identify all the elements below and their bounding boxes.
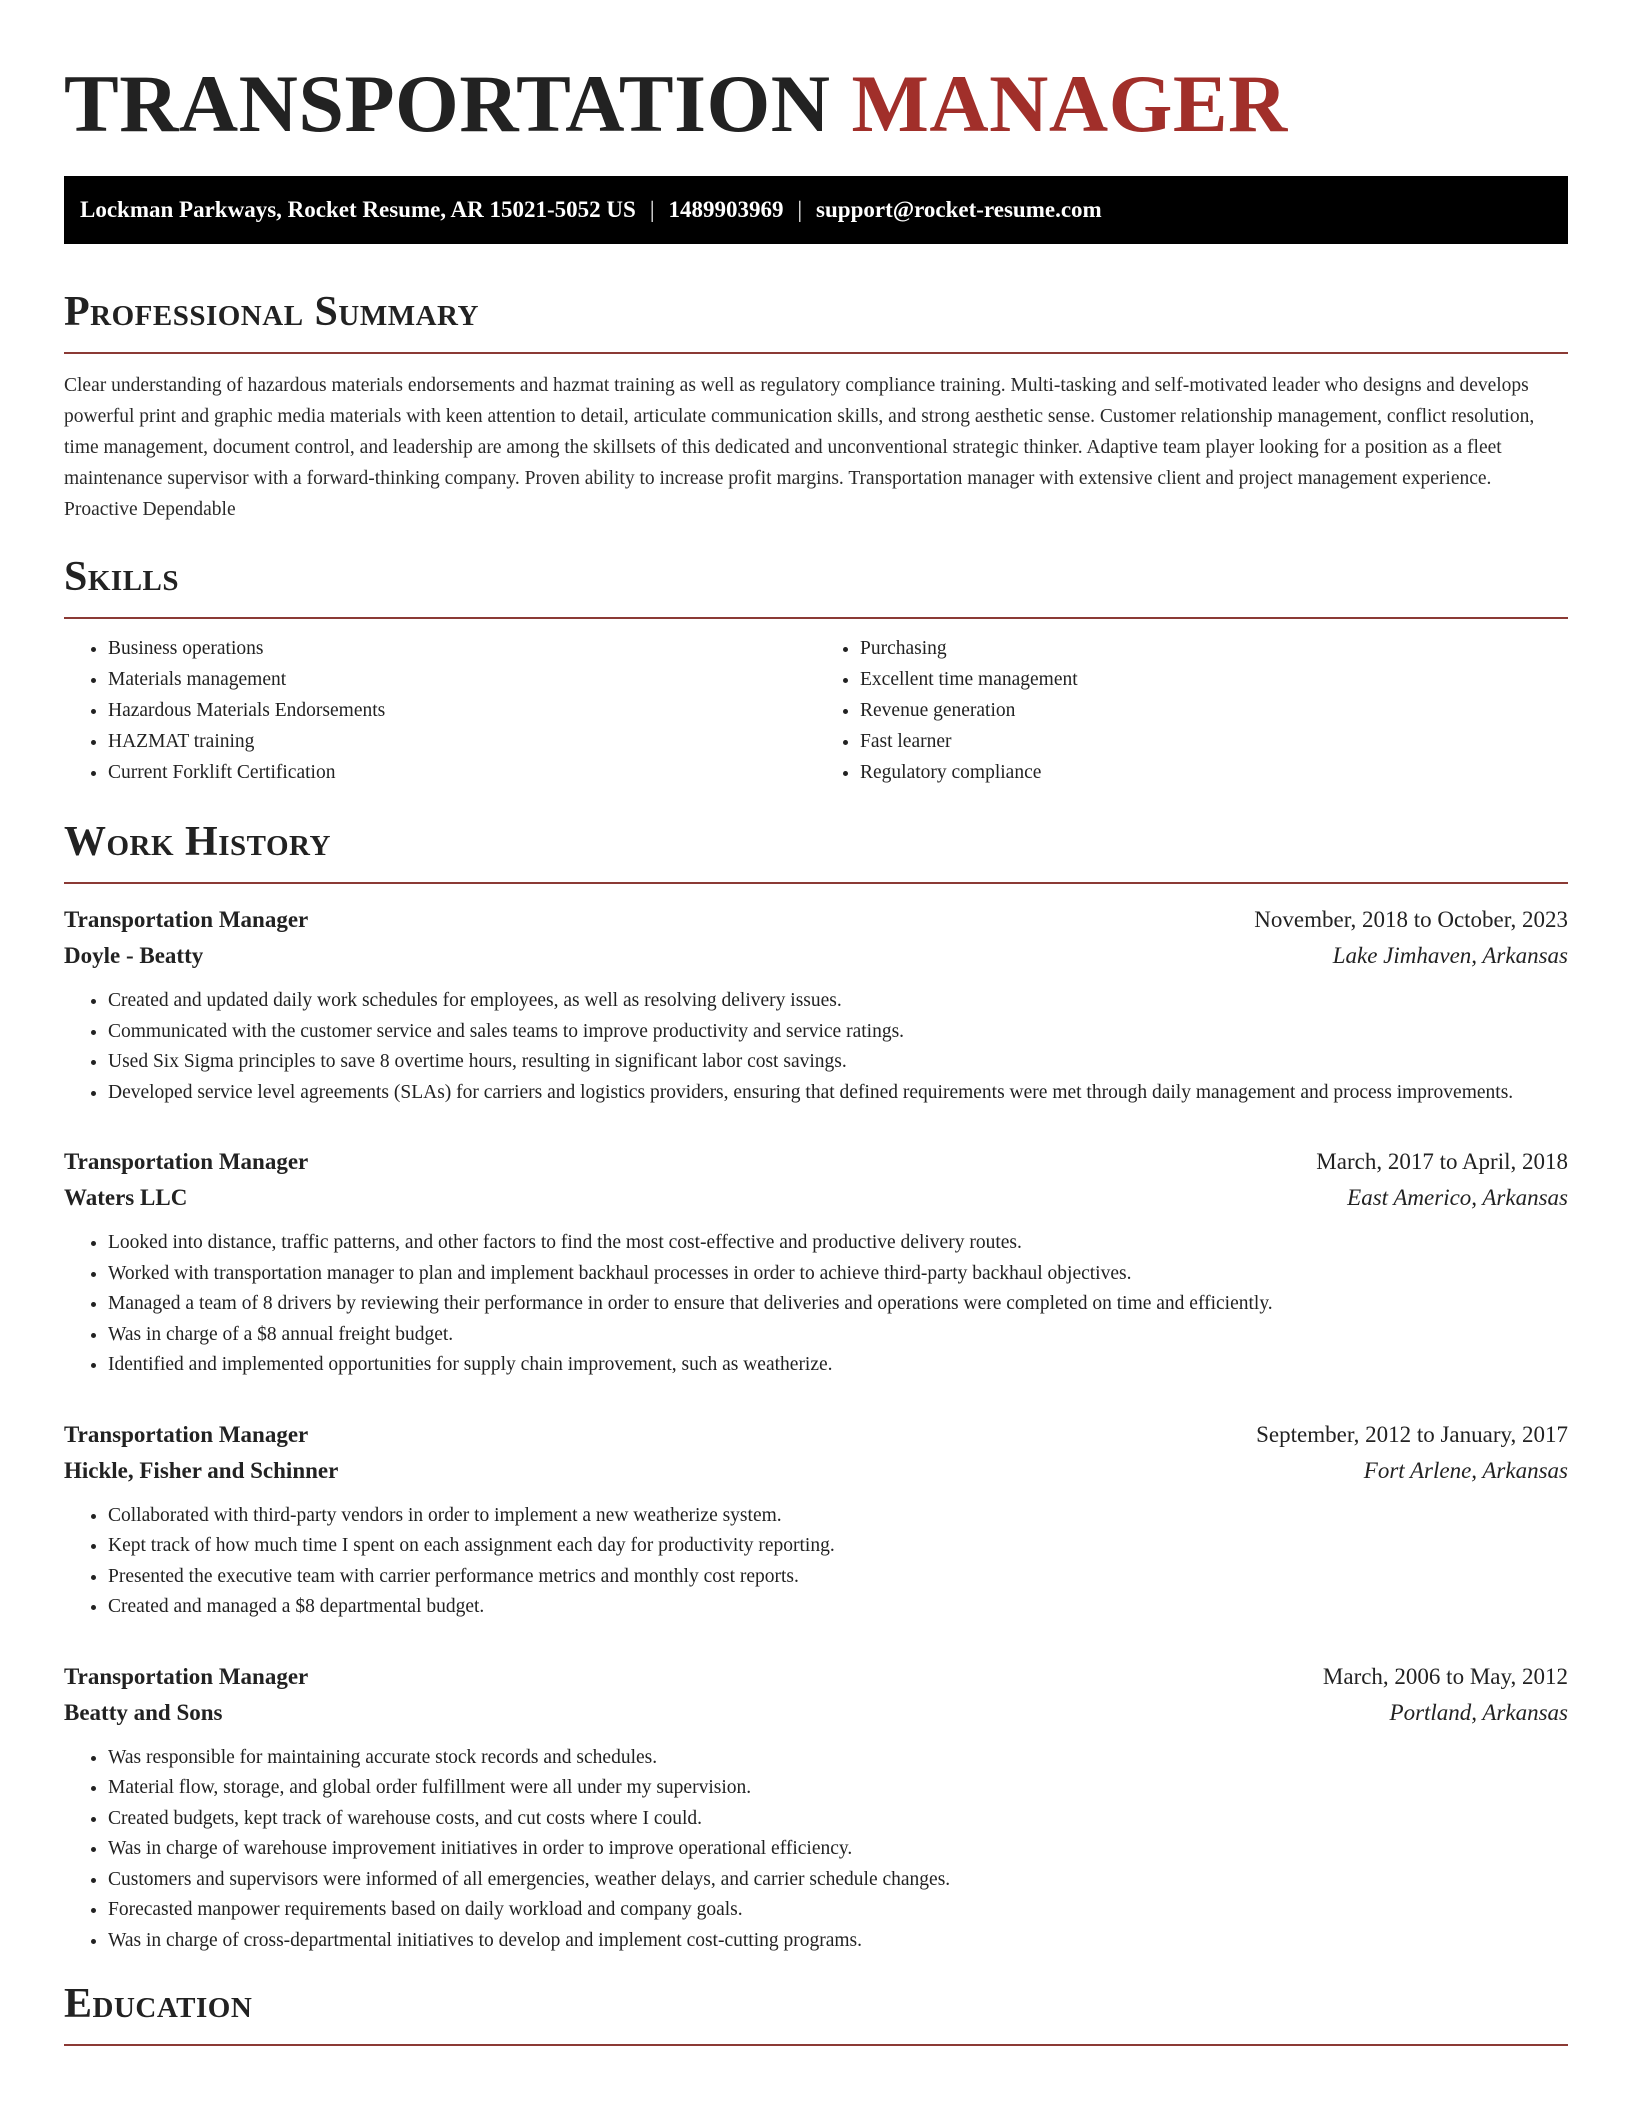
job-bullet: • Kept track of how much time I spent on each assignment each day for productivity reporting. bbox=[108, 1531, 1568, 1562]
job-bullet: • Created budgets, kept track of warehouse costs, and cut costs where I could. bbox=[108, 1804, 1568, 1835]
resume-name bbox=[64, 0, 1568, 176]
job-title: Transportation Manager bbox=[64, 1421, 309, 1447]
name-accent: MANAGER bbox=[851, 58, 1288, 149]
job-bullet: • Created and updated daily work schedules for employees, as well as resolving delivery issues. bbox=[108, 986, 1568, 1017]
summary-heading: Professional Summary bbox=[64, 289, 479, 335]
job-company: Doyle - Beatty bbox=[64, 943, 204, 968]
skill-item: • Revenue generation bbox=[860, 695, 1568, 726]
job-bullet: • Customers and supervisors were informed of all emergencies, weather delays, and carrier schedule changes. bbox=[108, 1865, 1568, 1896]
job-bullet: • Was in charge of a $8 annual freight budget. bbox=[108, 1320, 1568, 1351]
job-header-row bbox=[64, 1659, 1568, 1695]
job-entry bbox=[64, 1144, 1568, 1381]
skills-list-left bbox=[64, 633, 816, 788]
job-bullet: • Material flow, storage, and global order fulfillment were all under my supervision. bbox=[108, 1773, 1568, 1804]
job-dates: November, 2018 to October, 2023 bbox=[1254, 907, 1568, 932]
section-divider bbox=[64, 882, 1568, 884]
skill-item: • Current Forklift Certification bbox=[108, 757, 816, 788]
skill-item: • Excellent time management bbox=[860, 664, 1568, 695]
job-title: Transportation Manager bbox=[64, 1663, 309, 1689]
name-title: TRANSPORTATION bbox=[64, 58, 831, 149]
job-title: Transportation Manager bbox=[64, 1149, 309, 1174]
job-location: Fort Arlene, Arkansas bbox=[1363, 1457, 1568, 1483]
summary-section bbox=[64, 288, 1568, 525]
contact-separator: | bbox=[797, 197, 803, 222]
job-bullet: • Collaborated with third-party vendors in order to implement a new weatherize system. bbox=[108, 1501, 1568, 1532]
contact-bar bbox=[64, 176, 1568, 244]
job-bullet: • Forecasted manpower requirements based on daily workload and company goals. bbox=[108, 1895, 1568, 1926]
contact-phone: 1489903969 bbox=[668, 197, 784, 222]
skills-list-right bbox=[816, 633, 1568, 788]
job-company-row bbox=[64, 938, 1568, 974]
summary-text: Clear understanding of hazardous materials endorsements and hazmat training as well as regulatory compliance training. Multi-tasking and self-motivated leader who designs and develops powerful print and graphic media materials with keen attention to detail, articulate communication skills, and strong aesthetic sense. Customer relationship management, conflict resolution, time management, document control, and leadership are among the skillsets of this dedicated and unconventional strategic thinker. Adaptive team player looking for a position as a fleet maintenance supervisor with a forward-thinking company. Proven ability to increase profit margins. Transportation manager with extensive client and project management experience. Proactive Dependable bbox=[64, 375, 1535, 520]
job-company-row bbox=[64, 1695, 1568, 1731]
job-dates: March, 2006 to May, 2012 bbox=[1322, 1663, 1568, 1689]
job-bullet: • Communicated with the customer service and sales teams to improve productivity and service ratings. bbox=[108, 1017, 1568, 1048]
contact-address: Lockman Parkways, Rocket Resume, AR 15021-5052 US bbox=[80, 197, 636, 222]
job-bullet: • Was in charge of cross-departmental initiatives to develop and implement cost-cutting programs. bbox=[108, 1926, 1568, 1957]
skill-item: • Materials management bbox=[108, 664, 816, 695]
job-company: Waters LLC bbox=[64, 1185, 188, 1210]
job-header-row bbox=[64, 1144, 1568, 1180]
job-header-row bbox=[64, 1417, 1568, 1453]
job-entry bbox=[64, 1417, 1568, 1623]
job-bullets bbox=[64, 1743, 1568, 1957]
contact-separator: | bbox=[649, 197, 655, 222]
work-history-section bbox=[64, 818, 1568, 1956]
section-divider bbox=[64, 617, 1568, 619]
job-bullet: • Identified and implemented opportunities for supply chain improvement, such as weatherize. bbox=[108, 1350, 1568, 1381]
job-location: Lake Jimhaven, Arkansas bbox=[1332, 943, 1568, 968]
skill-item: • Purchasing bbox=[860, 633, 1568, 664]
job-bullet: • Managed a team of 8 drivers by reviewing their performance in order to ensure that deliveries and operations were completed on time and efficiently. bbox=[108, 1289, 1568, 1320]
job-location: Portland, Arkansas bbox=[1389, 1699, 1568, 1725]
skill-item: • Hazardous Materials Endorsements bbox=[108, 695, 816, 726]
job-entry bbox=[64, 902, 1568, 1108]
job-title: Transportation Manager bbox=[64, 907, 309, 932]
contact-email: support@rocket-resume.com bbox=[816, 197, 1102, 222]
job-bullets bbox=[64, 1501, 1568, 1623]
job-bullet: • Created and managed a $8 departmental budget. bbox=[108, 1592, 1568, 1623]
skills-section bbox=[64, 553, 1568, 788]
job-company: Hickle, Fisher and Schinner bbox=[64, 1457, 339, 1483]
skills-heading: Skills bbox=[64, 554, 180, 600]
job-bullet: • Used Six Sigma principles to save 8 overtime hours, resulting in significant labor cost savings. bbox=[108, 1047, 1568, 1078]
job-bullet: • Was responsible for maintaining accurate stock records and schedules. bbox=[108, 1743, 1568, 1774]
section-divider bbox=[64, 352, 1568, 354]
skill-item: • Fast learner bbox=[860, 726, 1568, 757]
job-location: East Americo, Arkansas bbox=[1347, 1185, 1568, 1210]
job-dates: March, 2017 to April, 2018 bbox=[1316, 1149, 1568, 1174]
job-bullet: • Was in charge of warehouse improvement initiatives in order to improve operational efficiency. bbox=[108, 1834, 1568, 1865]
skill-item: • Business operations bbox=[108, 633, 816, 664]
job-bullet: • Worked with transportation manager to plan and implement backhaul processes in order to achieve third-party backhaul objectives. bbox=[108, 1259, 1568, 1290]
section-divider bbox=[64, 2044, 1568, 2046]
job-bullets bbox=[64, 1228, 1568, 1381]
job-bullets bbox=[64, 986, 1568, 1108]
job-entry bbox=[64, 1659, 1568, 1957]
job-dates: September, 2012 to January, 2017 bbox=[1256, 1421, 1568, 1447]
job-company-row bbox=[64, 1180, 1568, 1216]
education-heading: Education bbox=[64, 1981, 253, 2027]
skills-grid bbox=[64, 633, 1568, 788]
job-company: Beatty and Sons bbox=[64, 1699, 223, 1725]
skill-item: • HAZMAT training bbox=[108, 726, 816, 757]
education-section bbox=[64, 1980, 1568, 2046]
skill-item: • Regulatory compliance bbox=[860, 757, 1568, 788]
job-bullet: • Presented the executive team with carrier performance metrics and monthly cost reports. bbox=[108, 1562, 1568, 1593]
job-bullet: • Developed service level agreements (SLAs) for carriers and logistics providers, ensuring that defined requirements were met through daily management and process improvements. bbox=[108, 1078, 1568, 1109]
work-history-heading: Work History bbox=[64, 819, 331, 865]
job-header-row bbox=[64, 902, 1568, 938]
job-bullet: • Looked into distance, traffic patterns, and other factors to find the most cost-effective and productive delivery routes. bbox=[108, 1228, 1568, 1259]
job-company-row bbox=[64, 1453, 1568, 1489]
